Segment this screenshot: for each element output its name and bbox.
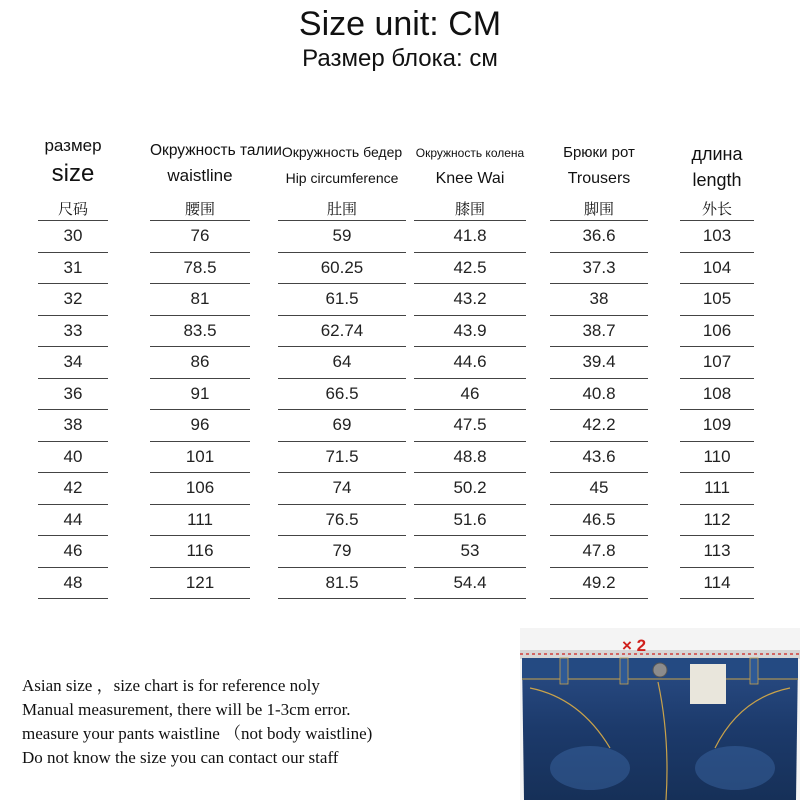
table-cell: 43.6 bbox=[582, 446, 616, 466]
row-divider bbox=[38, 409, 108, 410]
row-divider bbox=[550, 252, 648, 253]
row-divider bbox=[150, 598, 250, 599]
table-cell: 42.5 bbox=[453, 257, 487, 277]
table-cell: 31 bbox=[63, 257, 83, 277]
row-divider bbox=[414, 252, 526, 253]
table-cell: 47.8 bbox=[582, 541, 616, 560]
row-divider bbox=[414, 504, 526, 505]
table-cell: 44 bbox=[63, 509, 83, 529]
table-cell: 86 bbox=[190, 352, 210, 371]
row-divider bbox=[680, 409, 754, 410]
column-header-en: waistline bbox=[167, 166, 233, 185]
table-cell: 42.2 bbox=[582, 415, 616, 434]
table-cell: 66.5 bbox=[325, 383, 359, 403]
row-divider bbox=[150, 252, 250, 253]
table-cell: 106 bbox=[185, 478, 215, 497]
row-divider bbox=[150, 504, 250, 505]
table-cell: 81.5 bbox=[325, 572, 359, 592]
table-cell: 112 bbox=[703, 509, 731, 529]
table-cell: 44.6 bbox=[453, 352, 487, 371]
table-cell: 50.2 bbox=[453, 478, 487, 497]
row-divider bbox=[278, 472, 406, 473]
row-divider bbox=[38, 283, 108, 284]
table-cell: 59 bbox=[332, 226, 352, 245]
table-cell: 62.74 bbox=[320, 320, 364, 340]
row-divider bbox=[278, 409, 406, 410]
table-cell: 116 bbox=[186, 541, 214, 560]
row-divider bbox=[278, 220, 406, 221]
row-divider bbox=[550, 567, 648, 568]
row-divider bbox=[38, 504, 108, 505]
table-cell: 38 bbox=[63, 415, 83, 434]
column-header-en: Hip circumference bbox=[285, 170, 399, 186]
row-divider bbox=[38, 220, 108, 221]
note-line: Asian size ，size chart is for reference noly bbox=[22, 676, 320, 695]
table-cell: 36.6 bbox=[582, 226, 616, 245]
table-cell: 81 bbox=[190, 289, 210, 308]
row-divider bbox=[278, 535, 406, 536]
jeans-waist-photo bbox=[520, 628, 800, 800]
table-cell: 101 bbox=[185, 446, 215, 466]
table-cell: 39.4 bbox=[582, 352, 616, 371]
row-divider bbox=[414, 409, 526, 410]
row-divider bbox=[38, 441, 108, 442]
table-cell: 54.4 bbox=[453, 572, 487, 592]
row-divider bbox=[278, 504, 406, 505]
table-cell: 91 bbox=[190, 383, 210, 403]
row-divider bbox=[278, 567, 406, 568]
row-divider bbox=[680, 472, 754, 473]
row-divider bbox=[150, 472, 250, 473]
table-cell: 78.5 bbox=[183, 257, 217, 277]
row-divider bbox=[38, 252, 108, 253]
table-cell: 83.5 bbox=[183, 320, 217, 340]
table-cell: 105 bbox=[702, 289, 732, 308]
row-divider bbox=[38, 472, 108, 473]
row-divider bbox=[278, 252, 406, 253]
row-divider bbox=[414, 567, 526, 568]
table-cell: 43.9 bbox=[453, 320, 487, 340]
row-divider bbox=[680, 441, 754, 442]
row-divider bbox=[680, 252, 754, 253]
note-line: Do not know the size you can contact our staff bbox=[22, 748, 339, 767]
row-divider bbox=[680, 378, 754, 379]
table-cell: 32 bbox=[63, 289, 83, 308]
table-cell: 114 bbox=[703, 572, 731, 592]
table-cell: 104 bbox=[702, 257, 732, 277]
table-cell: 71.5 bbox=[325, 446, 359, 466]
row-divider bbox=[414, 346, 526, 347]
row-divider bbox=[278, 441, 406, 442]
row-divider bbox=[278, 283, 406, 284]
table-cell: 113 bbox=[703, 541, 731, 560]
table-cell: 33 bbox=[63, 320, 83, 340]
row-divider bbox=[414, 315, 526, 316]
column-header-ru: Окружность талии bbox=[150, 142, 282, 159]
table-cell: 40 bbox=[63, 446, 83, 466]
table-cell: 49.2 bbox=[582, 572, 616, 592]
column-header-cn: 膝围 bbox=[454, 201, 485, 218]
row-divider bbox=[38, 315, 108, 316]
row-divider bbox=[550, 472, 648, 473]
table-cell: 108 bbox=[702, 383, 732, 403]
row-divider bbox=[278, 315, 406, 316]
row-divider bbox=[550, 378, 648, 379]
table-cell: 53 bbox=[460, 541, 480, 560]
row-divider bbox=[414, 378, 526, 379]
table-cell: 111 bbox=[704, 478, 730, 497]
row-divider bbox=[414, 598, 526, 599]
column-header-en: Trousers bbox=[567, 170, 631, 187]
row-divider bbox=[550, 346, 648, 347]
table-cell: 121 bbox=[185, 572, 215, 592]
row-divider bbox=[38, 378, 108, 379]
table-cell: 48.8 bbox=[453, 446, 487, 466]
row-divider bbox=[414, 220, 526, 221]
table-cell: 109 bbox=[702, 415, 732, 434]
column-header-ru: Окружность колена bbox=[415, 146, 525, 160]
row-divider bbox=[414, 441, 526, 442]
measure-times-two-label: × 2 bbox=[622, 636, 647, 655]
row-divider bbox=[150, 567, 250, 568]
row-divider bbox=[550, 598, 648, 599]
row-divider bbox=[38, 535, 108, 536]
row-divider bbox=[278, 598, 406, 599]
table-cell: 106 bbox=[702, 320, 732, 340]
table-cell: 111 bbox=[187, 509, 213, 529]
row-divider bbox=[680, 504, 754, 505]
column-header-cn: 肚围 bbox=[326, 201, 357, 218]
row-divider bbox=[150, 283, 250, 284]
table-cell: 41.8 bbox=[453, 226, 487, 245]
column-header-cn: 脚围 bbox=[583, 201, 614, 218]
table-cell: 38 bbox=[589, 289, 609, 308]
row-divider bbox=[150, 441, 250, 442]
row-divider bbox=[680, 315, 754, 316]
table-cell: 96 bbox=[190, 415, 210, 434]
table-cell: 76 bbox=[190, 226, 210, 245]
column-header-en: length bbox=[692, 170, 742, 190]
column-header-ru: Окружность бедер bbox=[281, 144, 403, 160]
table-cell: 107 bbox=[702, 352, 732, 371]
column-header-cn: 尺码 bbox=[57, 201, 88, 218]
row-divider bbox=[550, 315, 648, 316]
table-cell: 45 bbox=[589, 478, 609, 497]
row-divider bbox=[680, 535, 754, 536]
row-divider bbox=[550, 504, 648, 505]
table-cell: 40.8 bbox=[582, 383, 616, 403]
table-cell: 42 bbox=[63, 478, 83, 497]
row-divider bbox=[150, 409, 250, 410]
row-divider bbox=[278, 378, 406, 379]
column-header-cn: 外长 bbox=[701, 201, 732, 218]
row-divider bbox=[680, 567, 754, 568]
table-cell: 47.5 bbox=[453, 415, 487, 434]
note-line: measure your pants waistline （not body waistline) bbox=[22, 724, 373, 743]
page-subtitle: Размер блока: см bbox=[302, 45, 498, 72]
table-cell: 38.7 bbox=[582, 320, 616, 340]
row-divider bbox=[150, 346, 250, 347]
column-header-ru: размер bbox=[44, 136, 102, 155]
row-divider bbox=[150, 535, 250, 536]
row-divider bbox=[680, 283, 754, 284]
row-divider bbox=[38, 346, 108, 347]
table-cell: 36 bbox=[63, 383, 83, 403]
row-divider bbox=[550, 220, 648, 221]
column-header-en: size bbox=[51, 160, 95, 187]
row-divider bbox=[414, 535, 526, 536]
row-divider bbox=[38, 598, 108, 599]
table-cell: 34 bbox=[63, 352, 83, 371]
row-divider bbox=[150, 315, 250, 316]
row-divider bbox=[150, 220, 250, 221]
row-divider bbox=[38, 567, 108, 568]
table-cell: 74 bbox=[332, 478, 352, 497]
table-cell: 37.3 bbox=[582, 257, 616, 277]
table-cell: 46 bbox=[460, 383, 480, 403]
table-cell: 110 bbox=[703, 446, 731, 466]
table-cell: 69 bbox=[332, 415, 352, 434]
notes-block bbox=[22, 674, 372, 770]
table-cell: 30 bbox=[63, 226, 83, 245]
row-divider bbox=[550, 409, 648, 410]
table-cell: 103 bbox=[702, 226, 732, 245]
table-cell: 51.6 bbox=[453, 509, 487, 529]
table-cell: 48 bbox=[63, 572, 83, 592]
note-line: Manual measurement, there will be 1-3cm error. bbox=[22, 700, 351, 719]
column-header-en: Knee Wai bbox=[435, 170, 505, 187]
row-divider bbox=[550, 283, 648, 284]
page-title: Size unit: CM bbox=[298, 5, 502, 43]
table-cell: 43.2 bbox=[453, 289, 487, 308]
table-cell: 46.5 bbox=[582, 509, 616, 529]
table-cell: 64 bbox=[332, 352, 352, 371]
row-divider bbox=[680, 220, 754, 221]
row-divider bbox=[414, 283, 526, 284]
table-cell: 76.5 bbox=[325, 509, 359, 529]
row-divider bbox=[278, 346, 406, 347]
table-cell: 61.5 bbox=[325, 289, 359, 308]
row-divider bbox=[550, 535, 648, 536]
table-cell: 79 bbox=[332, 541, 352, 560]
row-divider bbox=[680, 346, 754, 347]
column-header-ru: длина bbox=[691, 144, 743, 164]
row-divider bbox=[150, 378, 250, 379]
row-divider bbox=[680, 598, 754, 599]
column-header-ru: Брюки рот bbox=[563, 144, 635, 161]
table-cell: 46 bbox=[63, 541, 83, 560]
row-divider bbox=[550, 441, 648, 442]
table-cell: 60.25 bbox=[320, 257, 364, 277]
row-divider bbox=[414, 472, 526, 473]
column-header-cn: 腰围 bbox=[184, 201, 215, 218]
